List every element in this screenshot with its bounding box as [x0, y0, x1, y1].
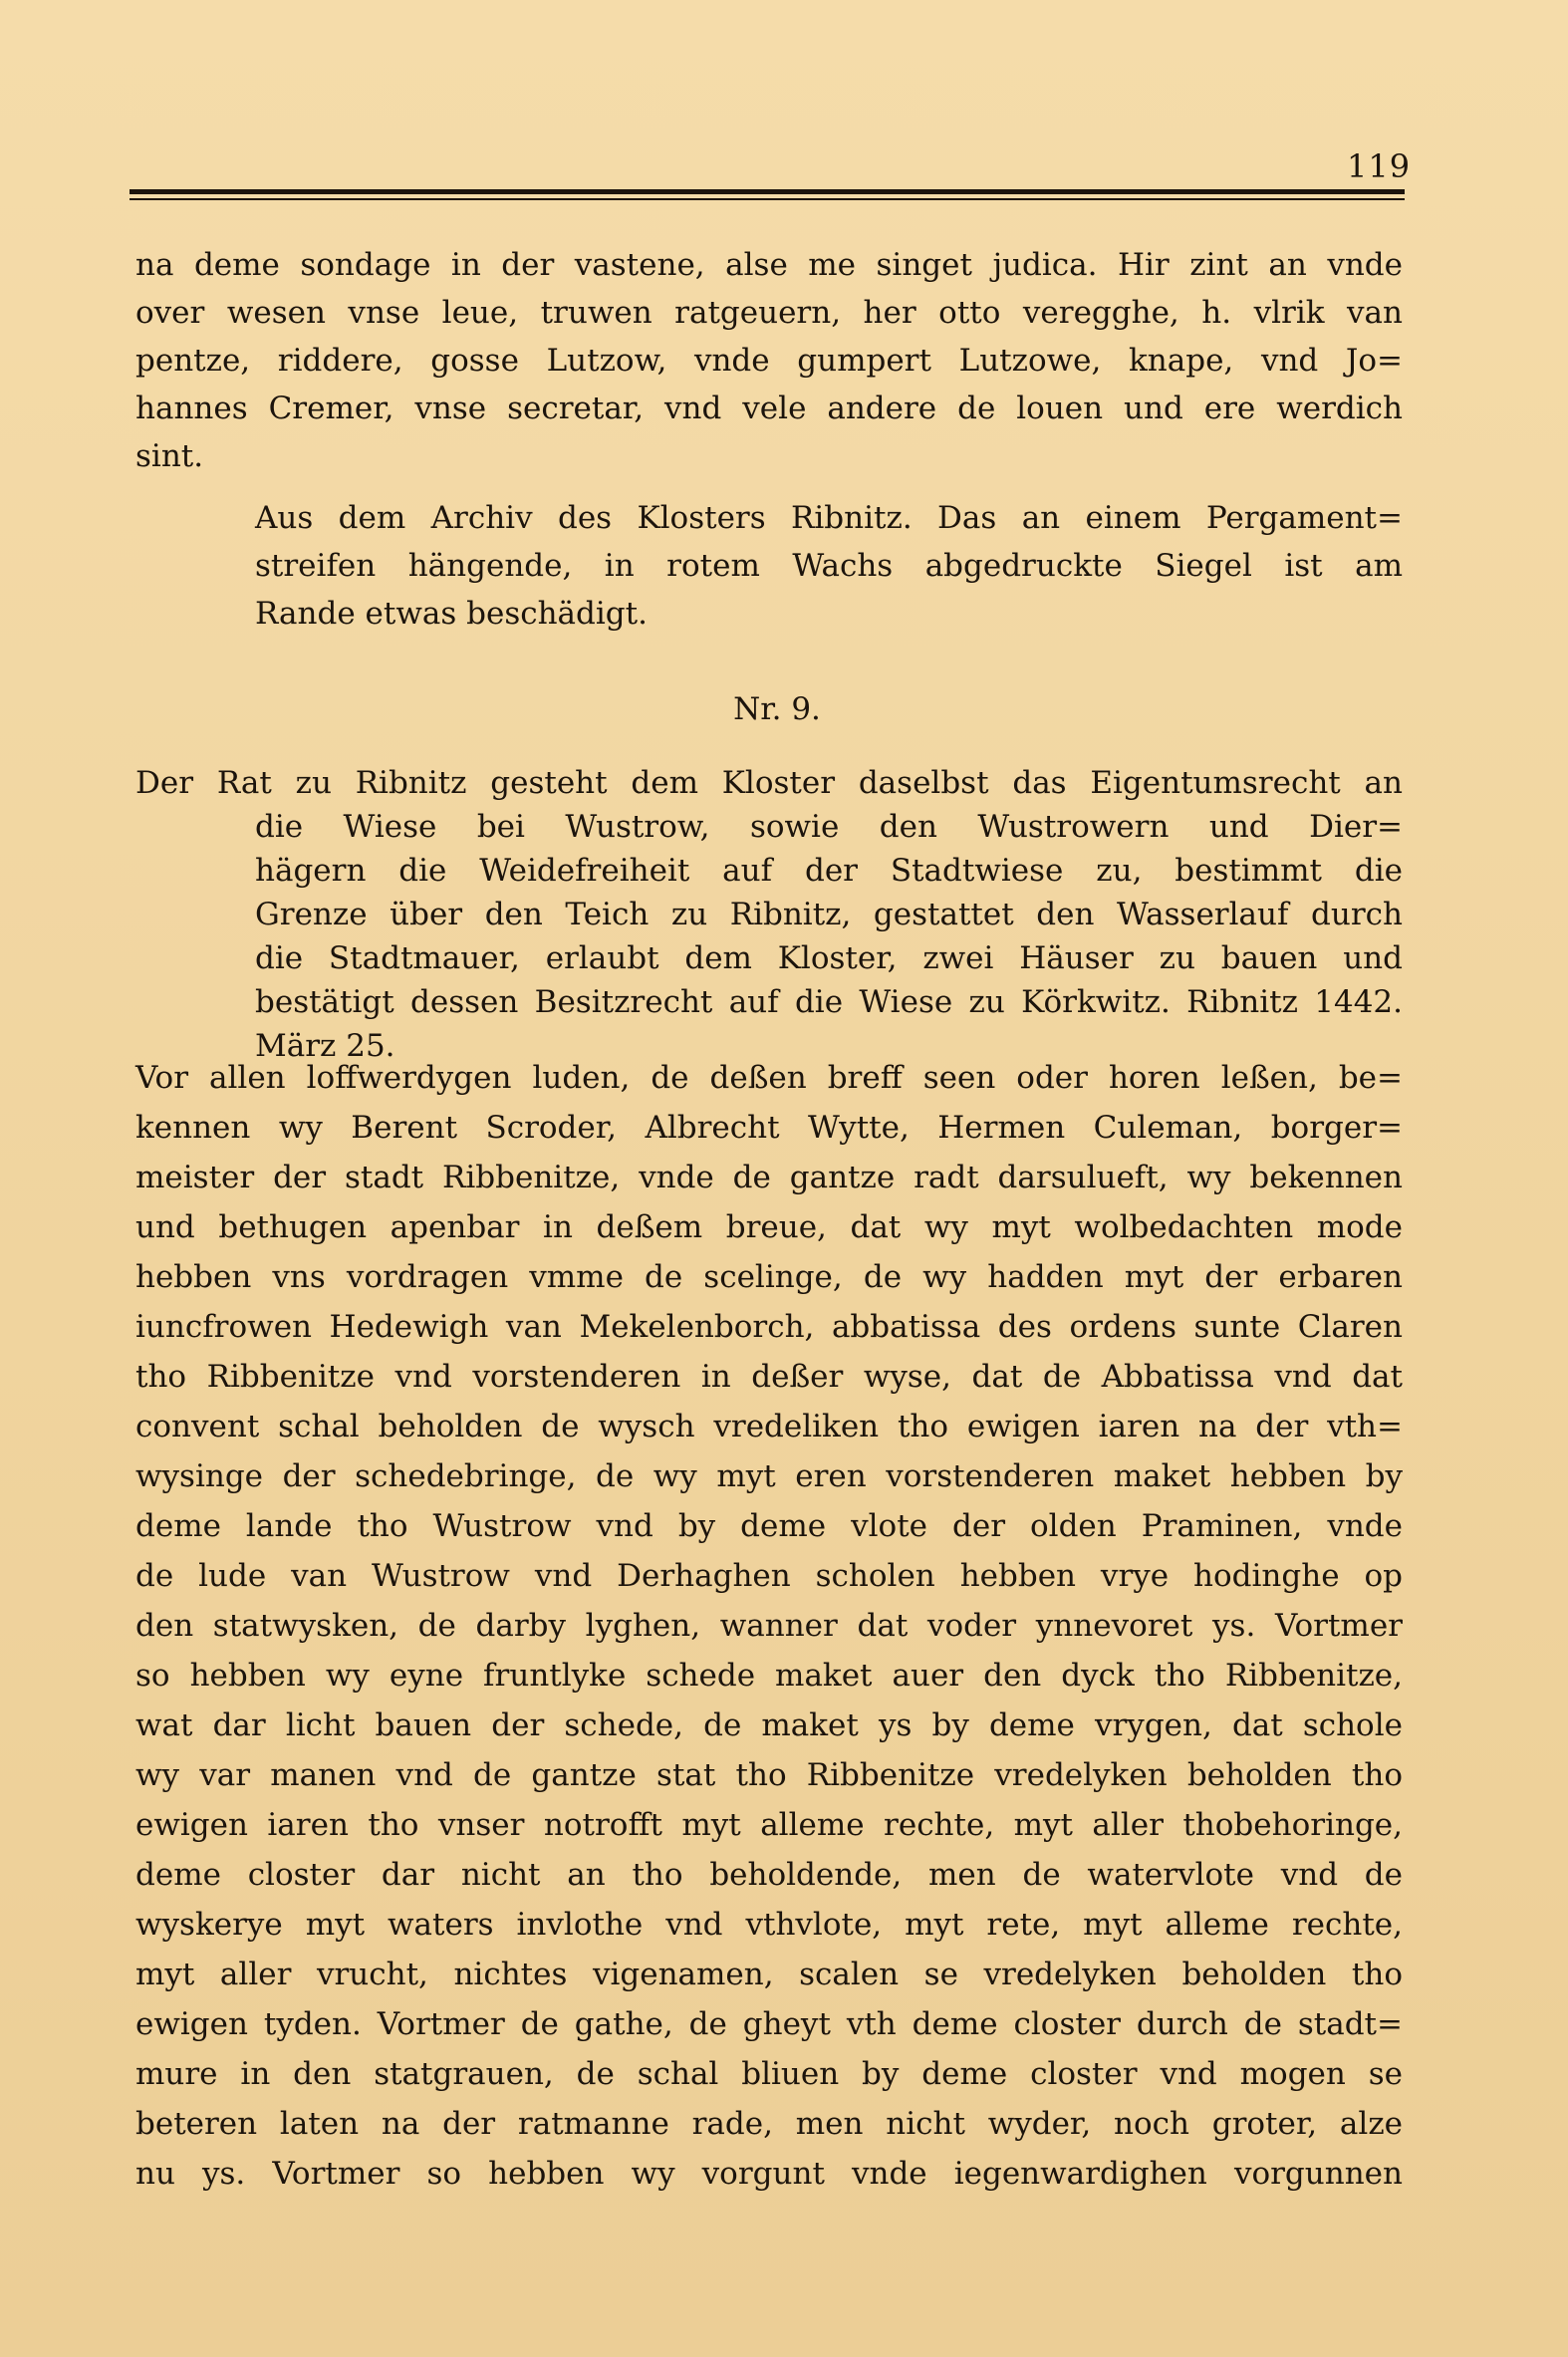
- charter-line: nu ys. Vortmer so hebben wy vorgunt vnde iegenwardighen vorgunnen: [135, 2156, 1403, 2192]
- charter-line: wat dar licht bauen der schede, de maket ys by deme vrygen, dat schole: [135, 1707, 1403, 1743]
- charter-line: so hebben wy eyne fruntlyke schede maket auer den dyck tho Ribbenitze,: [135, 1658, 1403, 1694]
- regest-line: die Wiese bei Wustrow, sowie den Wustrowern und Dier=: [255, 809, 1403, 845]
- document-heading: Nr. 9.: [733, 691, 821, 727]
- text-line: pentze, riddere, gosse Lutzow, vnde gumpert Lutzowe, knape, vnd Jo=: [135, 343, 1403, 379]
- charter-line: ewigen iaren tho vnser notrofft myt alleme rechte, myt aller thobehoringe,: [135, 1807, 1403, 1843]
- regest-line: bestätigt dessen Besitzrecht auf die Wiese zu Körkwitz. Ribnitz 1442.: [255, 984, 1403, 1020]
- page-number: 119: [1347, 147, 1412, 185]
- regest-line: die Stadtmauer, erlaubt dem Kloster, zwei Häuser zu bauen und: [255, 940, 1403, 976]
- header-rule-thin: [130, 198, 1405, 200]
- text-line: hannes Cremer, vnse secretar, vnd vele andere de louen und ere werdich: [135, 391, 1403, 426]
- charter-line: hebben vns vordragen vmme de scelinge, de wy hadden myt der erbaren: [135, 1259, 1403, 1295]
- note-line: Rande etwas beschädigt.: [255, 596, 648, 632]
- charter-line: tho Ribbenitze vnd vorstenderen in deßer wyse, dat de Abbatissa vnd dat: [135, 1359, 1403, 1395]
- note-line: Aus dem Archiv des Klosters Ribnitz. Das an einem Pergament=: [255, 500, 1403, 536]
- charter-line: wy var manen vnd de gantze stat tho Ribbenitze vredelyken beholden tho: [135, 1757, 1403, 1793]
- text-line: sint.: [135, 438, 204, 474]
- charter-line: und bethugen apenbar in deßem breue, dat wy myt wolbedachten mode: [135, 1209, 1403, 1245]
- charter-line: den statwysken, de darby lyghen, wanner dat voder ynnevoret ys. Vortmer: [135, 1608, 1403, 1644]
- charter-line: mure in den statgrauen, de schal bliuen by deme closter vnd mogen se: [135, 2056, 1403, 2092]
- charter-line: deme lande tho Wustrow vnd by deme vlote der olden Praminen, vnde: [135, 1508, 1403, 1544]
- charter-line: Vor allen loffwerdygen luden, de deßen breff seen oder horen leßen, be=: [135, 1060, 1403, 1096]
- charter-line: convent schal beholden de wysch vredeliken tho ewigen iaren na der vth=: [135, 1409, 1403, 1444]
- text-line: na deme sondage in der vastene, alse me singet judica. Hir zint an vnde: [135, 247, 1403, 283]
- text-line: over wesen vnse leue, truwen ratgeuern, her otto veregghe, h. vlrik van: [135, 295, 1403, 331]
- charter-line: deme closter dar nicht an tho beholdende, men de watervlote vnd de: [135, 1857, 1403, 1893]
- header-rule-thick: [130, 189, 1405, 194]
- charter-line: wysinge der schedebringe, de wy myt eren vorstenderen maket hebben by: [135, 1458, 1403, 1494]
- charter-line: beteren laten na der ratmanne rade, men nicht wyder, noch groter, alze: [135, 2106, 1403, 2142]
- regest-line: Der Rat zu Ribnitz gesteht dem Kloster daselbst das Eigentumsrecht an: [135, 765, 1403, 801]
- charter-line: iuncfrowen Hedewigh van Mekelenborch, abbatissa des ordens sunte Claren: [135, 1309, 1403, 1345]
- charter-line: wyskerye myt waters invlothe vnd vthvlote, myt rete, myt alleme rechte,: [135, 1907, 1403, 1943]
- charter-line: myt aller vrucht, nichtes vigenamen, scalen se vredelyken beholden tho: [135, 1957, 1403, 1992]
- regest-line: Grenze über den Teich zu Ribnitz, gestattet den Wasserlauf durch: [255, 897, 1403, 932]
- regest-line: hägern die Weidefreiheit auf der Stadtwiese zu, bestimmt die: [255, 853, 1403, 889]
- charter-line: kennen wy Berent Scroder, Albrecht Wytte, Hermen Culeman, borger=: [135, 1110, 1403, 1146]
- charter-line: ewigen tyden. Vortmer de gathe, de gheyt vth deme closter durch de stadt=: [135, 2006, 1403, 2042]
- note-line: streifen hängende, in rotem Wachs abgedruckte Siegel ist am: [255, 548, 1403, 584]
- charter-line: meister der stadt Ribbenitze, vnde de gantze radt darsulueft, wy bekennen: [135, 1160, 1403, 1195]
- regest-line: März 25.: [255, 1028, 395, 1064]
- charter-line: de lude van Wustrow vnd Derhaghen scholen hebben vrye hodinghe op: [135, 1558, 1403, 1594]
